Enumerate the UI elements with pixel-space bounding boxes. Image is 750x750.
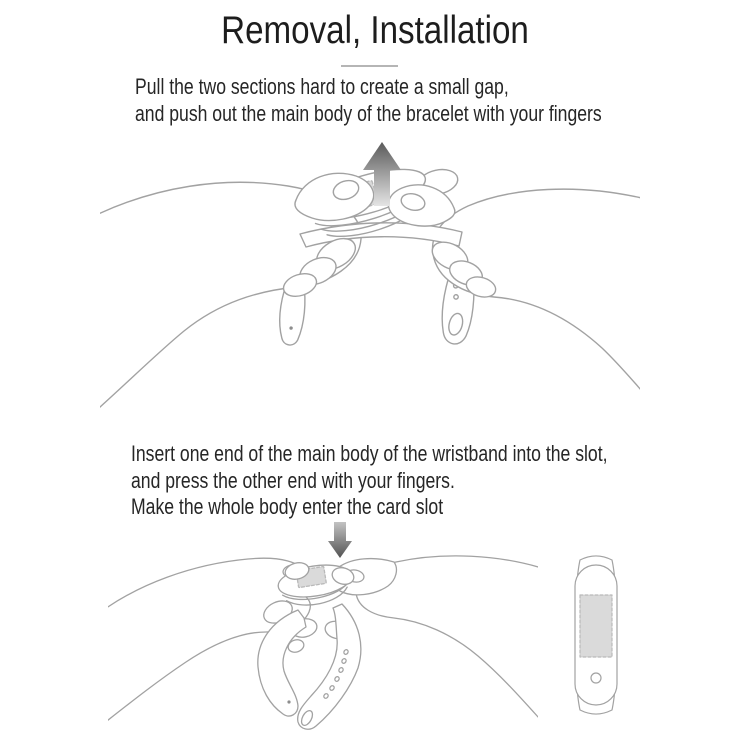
- instruction-line: and push out the main body of the bracelet with your fingers: [135, 100, 602, 126]
- instruction-line: Insert one end of the main body of the wristband into the slot,: [131, 441, 608, 466]
- wristband-front-view: [568, 552, 624, 718]
- title-underline: [341, 65, 398, 67]
- step2-instructions: [131, 441, 607, 521]
- step1-illustration: [100, 138, 640, 438]
- page-title: [0, 8, 750, 54]
- step2-illustration: [108, 522, 538, 750]
- instruction-line: Pull the two sections hard to create a small gap,: [135, 74, 509, 99]
- arrow-down-icon: [328, 522, 352, 558]
- band-screen: [580, 595, 612, 657]
- strap-pin-dot: [287, 700, 290, 703]
- right-hand: [332, 556, 538, 728]
- step1-instructions: [135, 74, 602, 127]
- instruction-line: and press the other end with your fingers.: [131, 467, 455, 493]
- band-touch-button: [591, 673, 601, 683]
- page-title-text: Removal, Installation: [221, 9, 529, 52]
- instruction-line: Make the whole body enter the card slot: [131, 494, 444, 519]
